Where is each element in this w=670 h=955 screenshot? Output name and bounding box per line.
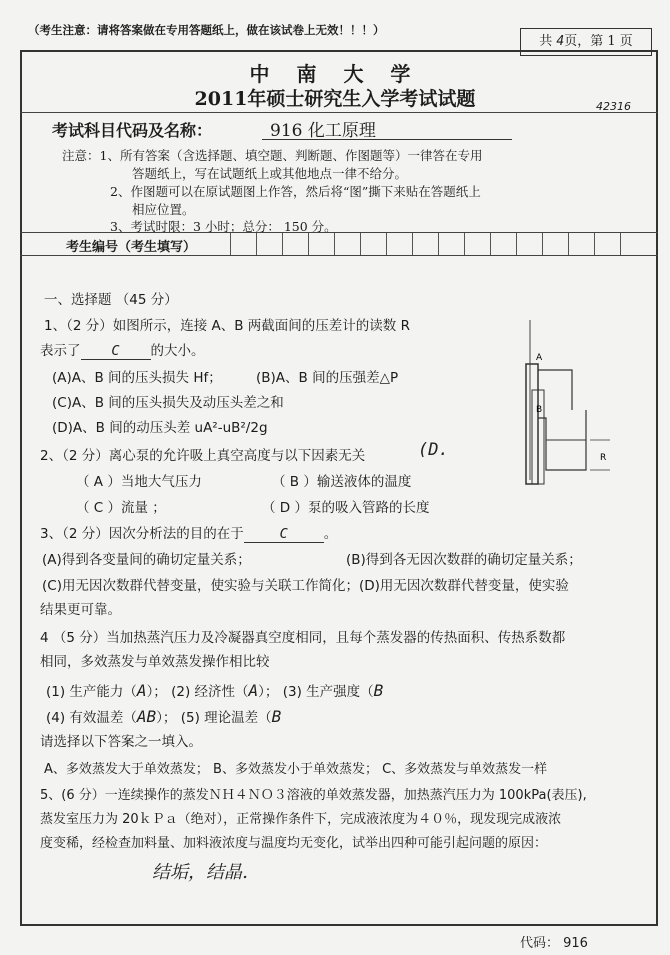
q4-answer-2: A — [248, 681, 259, 700]
q1-suffix: 的大小。 — [150, 343, 205, 359]
q1-answer-blank: C — [81, 343, 151, 360]
exam-title: 2011年硕士研究生入学考试试题 — [194, 88, 476, 110]
question-5-text: 5、(6 分）一连续操作的蒸发ＮＨ４ＮＯ３溶液的单效蒸发器，加热蒸汽压力为 100kPa(表压), — [40, 788, 587, 803]
q4-answer-1: A — [136, 681, 147, 700]
q4-item-4: (4) 有效温差（ — [46, 710, 137, 726]
label-a: A — [536, 353, 543, 363]
question-1-line2 — [40, 339, 205, 360]
question-1-text: 1、（2 分）如图所示，连接 A、B 两截面间的压差计的读数 R — [44, 318, 410, 334]
q3-option-a: (A)得到各变量间的确切定量关系； — [42, 552, 251, 568]
id-cell — [308, 233, 309, 255]
q3-option-c: (C)用无因次数群代替变量，使实验与关联工作简化；(D)用无因次数群代替变量，使实验 — [42, 578, 569, 594]
id-cell — [516, 233, 517, 255]
question-2-text: 2、（2 分）离心泵的允许吸上真空高度与以下因素无关 — [40, 448, 366, 464]
q1-option-a: (A)A、B 间的压头损失 Hf； — [52, 370, 222, 386]
q5-handwritten-answer: 结垢，结晶． — [152, 862, 260, 883]
label-b: B — [536, 405, 543, 415]
id-cell — [542, 233, 543, 255]
q2-option-b: （ B ）输送液体的温度 — [272, 474, 412, 490]
q4-item-5: ）； (5) 理论温差（ — [156, 710, 272, 726]
id-cell — [438, 233, 439, 255]
q2-option-a: （ A ）当地大气压力 — [76, 474, 202, 490]
q2-option-d: （ D ）泵的吸入管路的长度 — [262, 500, 430, 516]
q3-prefix: 3、（2 分）因次分析法的目的在于 — [40, 526, 244, 542]
footer-code: 代码： 916 — [520, 936, 588, 951]
id-cell — [230, 233, 231, 255]
note-line: 注意：1、所有答案（含选择题、填空题、判断题、作图题等）一律答在专用 — [62, 148, 483, 163]
note-line: 答题纸上，写在试题纸上或其他地点一律不给分。 — [132, 166, 408, 181]
id-cell — [412, 233, 413, 255]
subject-label: 考试科目代码及名称： — [52, 121, 213, 140]
q1-prefix: 表示了 — [40, 343, 81, 359]
q4-instruction: 请选择以下答案之一填入。 — [40, 734, 202, 750]
q3-suffix: 。 — [323, 526, 338, 542]
q4-choices: A、多效蒸发大于单效蒸发； B、多效蒸发小于单效蒸发； C、多效蒸发与单效蒸发一样 — [44, 762, 548, 777]
q4-answer-4: AB — [136, 707, 157, 726]
id-cell — [256, 233, 257, 255]
section-heading: 一、选择题 （45 分） — [44, 292, 178, 308]
label-r: R — [600, 453, 607, 463]
note-line: 相应位置。 — [132, 202, 195, 217]
question-4-text: 4 （5 分）当加热蒸汽压力及冷凝器真空度相同，且每个蒸发器的传热面积、传热系数都 — [40, 630, 566, 646]
exam-notice: （考生注意：请将答案做在专用答题纸上，做在该试卷上无效！！！） — [28, 23, 385, 37]
examinee-id-label: 考生编号（考生填写） — [66, 240, 197, 255]
q4-item-2: ）； (2) 经济性（ — [146, 684, 249, 700]
subject-underline — [262, 139, 512, 140]
q4-answer-3: B — [373, 681, 384, 700]
id-cell — [568, 233, 569, 255]
note-line: 3、考试时限：3 小时；总分： 150 分。 — [110, 219, 337, 234]
id-cell — [490, 233, 491, 255]
id-cell — [360, 233, 361, 255]
q4-items-row2 — [46, 706, 281, 726]
id-cell — [386, 233, 387, 255]
id-cell — [334, 233, 335, 255]
page-info-prefix: 共 — [539, 34, 553, 49]
q4-item-3: ）； (3) 生产强度（ — [258, 684, 374, 700]
id-cell — [594, 233, 595, 255]
subject-value: 916 化工原理 — [270, 121, 376, 141]
manometer-diagram — [506, 320, 626, 490]
q4-item-1: (1) 生产能力（ — [46, 684, 137, 700]
id-cell — [282, 233, 283, 255]
q3-answer-blank: C — [244, 526, 324, 543]
id-cell — [620, 233, 621, 255]
page-info-suffix: 页，第 1 页 — [564, 34, 633, 49]
q1-option-d: (D)A、B 间的动压头差 uA²-uB²/2g — [52, 420, 268, 436]
question-5-line3: 度变稀，经检查加料量、加料液浓度与温度均无变化，试举出四种可能引起问题的原因： — [40, 836, 548, 851]
q3-option-c-cont: 结果更可靠。 — [40, 602, 121, 618]
question-3-text — [40, 522, 337, 543]
q1-option-b: (B)A、B 间的压强差△P — [256, 370, 399, 386]
q2-handwritten-answer: (D. — [418, 440, 449, 460]
question-5-line2: 蒸发室压力为 20ｋＰａ（绝对），正常操作条件下，完成液浓度为４０％，现发现完成液浓 — [40, 812, 562, 827]
university-name: 中 南 大 学 — [249, 62, 421, 86]
question-4-line2: 相同，多效蒸发与单效蒸发操作相比较 — [40, 654, 270, 670]
q1-option-c: (C)A、B 间的压头损失及动压头差之和 — [52, 395, 284, 411]
q4-answer-5: B — [271, 707, 282, 726]
document-code: 42316 — [596, 100, 631, 113]
q4-items-row1 — [46, 680, 383, 700]
divider — [20, 112, 658, 113]
q3-option-b: (B)得到各无因次数群的确切定量关系； — [346, 552, 582, 568]
q2-option-c: （ C ）流量 ； — [76, 500, 166, 516]
manometer-liquid — [546, 440, 586, 470]
handwritten-total-pages: 4 — [556, 34, 565, 49]
id-cell — [464, 233, 465, 255]
note-line: 2、作图题可以在原试题图上作答，然后将“图”撕下来贴在答题纸上 — [110, 184, 481, 199]
